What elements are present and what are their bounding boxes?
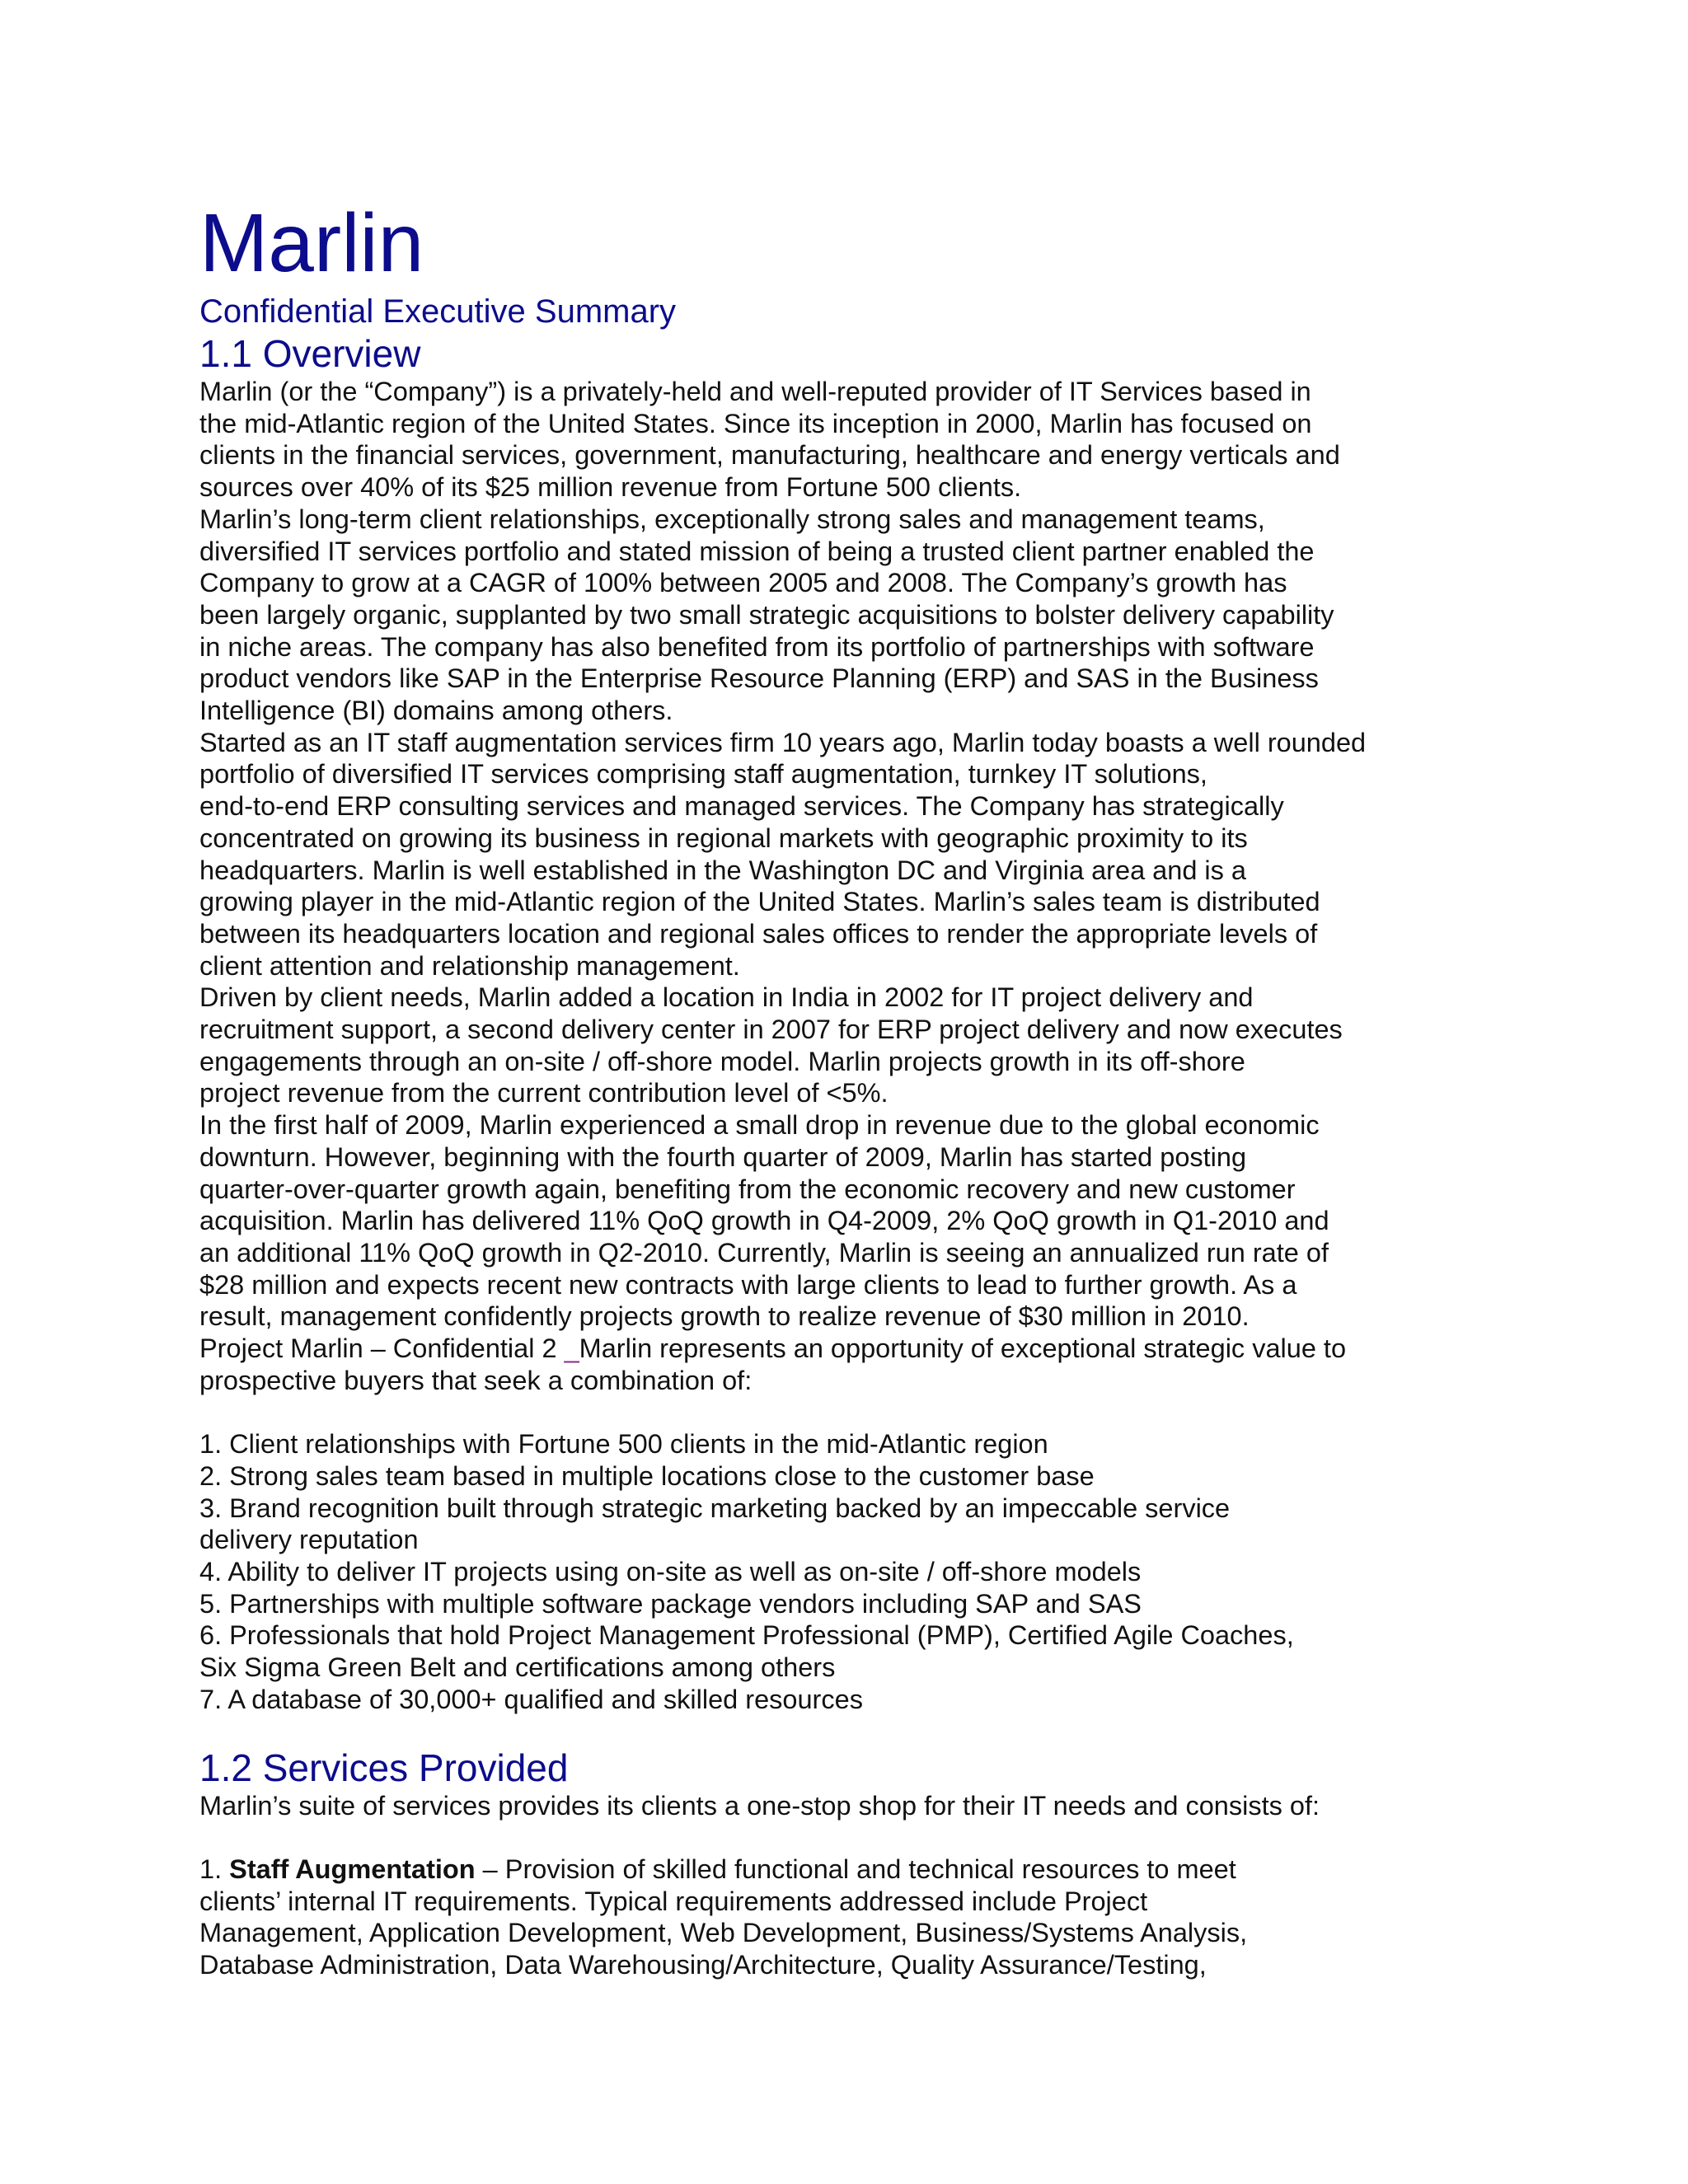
document-content	[199, 194, 1485, 1981]
body-line: headquarters. Marlin is well established in the Washington DC and Virginia area and is a	[199, 855, 1247, 885]
body-line: quarter-over-quarter growth again, benefiting from the economic recovery and new customer	[199, 1174, 1296, 1204]
service-title: Staff Augmentation	[229, 1854, 476, 1884]
overview-body	[199, 376, 1485, 1716]
list-item: 7. A database of 30,000+ qualified and skilled resources	[199, 1684, 863, 1714]
body-line: an additional 11% QoQ growth in Q2-2010. Currently, Marlin is seeing an annualized run rate of	[199, 1237, 1329, 1268]
body-line: Started as an IT staff augmentation services firm 10 years ago, Marlin today boasts a well rounded	[199, 727, 1367, 757]
body-line: engagements through an on-site / off-shore model. Marlin projects growth in its off-shore	[199, 1046, 1245, 1076]
body-line: sources over 40% of its $25 million revenue from Fortune 500 clients.	[199, 472, 1022, 503]
section-heading-overview: 1.1 Overview	[199, 332, 421, 375]
list-item: 1. Client relationships with Fortune 500 clients in the mid-Atlantic region	[199, 1429, 1048, 1460]
section-heading-services: 1.2 Services Provided	[199, 1746, 569, 1789]
body-line: Database Administration, Data Warehousing/Architecture, Quality Assurance/Testing,	[199, 1950, 1207, 1980]
list-item: 3. Brand recognition built through strategic marketing backed by an impeccable service	[199, 1493, 1231, 1523]
body-line: end-to-end ERP consulting services and managed services. The Company has strategically	[199, 791, 1284, 822]
body-line: diversified IT services portfolio and stated mission of being a trusted client partner enabled the	[199, 536, 1315, 566]
body-line: growing player in the mid-Atlantic region of the United States. Marlin’s sales team is distributed	[199, 887, 1320, 917]
body-line: the mid-Atlantic region of the United States. Since its inception in 2000, Marlin has focused on	[199, 408, 1312, 438]
service-number: 1.	[199, 1854, 230, 1884]
body-line: Management, Application Development, Web Development, Business/Systems Analysis,	[199, 1918, 1248, 1948]
list-item: Six Sigma Green Belt and certifications among others	[199, 1652, 836, 1683]
paragraph-spacer	[199, 1821, 1485, 1854]
body-line: portfolio of diversified IT services comprising staff augmentation, turnkey IT solutions,	[199, 759, 1207, 790]
body-line: Company to grow at a CAGR of 100% between 2005 and 2008. The Company’s growth has	[199, 568, 1287, 598]
body-line: downturn. However, beginning with the fourth quarter of 2009, Marlin has started posting	[199, 1141, 1247, 1172]
body-line: Driven by client needs, Marlin added a location in India in 2002 for IT project delivery and	[199, 982, 1254, 1013]
body-line: client attention and relationship management.	[199, 950, 740, 981]
body-line: Marlin (or the “Company”) is a privately-held and well-reputed provider of IT Services based in	[199, 377, 1311, 406]
services-body	[199, 1790, 1485, 1981]
list-item: 6. Professionals that hold Project Management Professional (PMP), Certified Agile Coaches,	[199, 1620, 1294, 1651]
list-item: delivery reputation	[199, 1525, 419, 1555]
service-description: – Provision of skilled functional and technical resources to meet	[475, 1854, 1236, 1884]
document-subtitle: Confidential Executive Summary	[199, 293, 677, 330]
edit-mark: _	[564, 1333, 579, 1364]
list-item: 4. Ability to deliver IT projects using on-site as well as on-site / off-shore models	[199, 1557, 1142, 1586]
body-line: acquisition. Marlin has delivered 11% QoQ growth in Q4-2009, 2% QoQ growth in Q1-2010 and	[199, 1206, 1329, 1236]
paragraph-spacer	[199, 1397, 1485, 1429]
confidential-line	[199, 1333, 1485, 1365]
value-list	[199, 1428, 1485, 1715]
body-line: result, management confidently projects growth to realize revenue of $30 million in 2010.	[199, 1301, 1250, 1332]
body-line: project revenue from the current contribution level of <5%.	[199, 1078, 889, 1108]
body-line: between its headquarters location and regional sales offices to render the appropriate levels of	[199, 918, 1318, 949]
body-line: In the first half of 2009, Marlin experienced a small drop in revenue due to the global economic	[199, 1110, 1320, 1141]
list-item: 5. Partnerships with multiple software package vendors including SAP and SAS	[199, 1588, 1142, 1619]
confidential-prefix: Project Marlin – Confidential 2	[199, 1333, 565, 1364]
confidential-suffix: Marlin represents an opportunity of exceptional strategic value to	[579, 1333, 1347, 1364]
body-line: been largely organic, supplanted by two small strategic acquisitions to bolster delivery capability	[199, 599, 1334, 630]
body-line: clients’ internal IT requirements. Typical requirements addressed include Project	[199, 1886, 1148, 1916]
body-line: concentrated on growing its business in regional markets with geographic proximity to its	[199, 823, 1248, 853]
body-line: prospective buyers that seek a combination of:	[199, 1365, 753, 1395]
body-line: recruitment support, a second delivery center in 2007 for ERP project delivery and now executes	[199, 1015, 1343, 1045]
services-intro: Marlin’s suite of services provides its clients a one-stop shop for their IT needs and consists of:	[199, 1790, 1320, 1821]
body-line: clients in the financial services, government, manufacturing, healthcare and energy verticals and	[199, 440, 1340, 471]
list-item: 2. Strong sales team based in multiple locations close to the customer base	[199, 1460, 1095, 1491]
document-title: Marlin	[199, 197, 424, 289]
body-line: product vendors like SAP in the Enterprise Resource Planning (ERP) and SAS in the Business	[199, 663, 1319, 694]
body-line: $28 million and expects recent new contracts with large clients to lead to further growth. As a	[199, 1269, 1297, 1300]
body-line: Marlin’s long-term client relationships, exceptionally strong sales and management teams,	[199, 504, 1265, 534]
body-line: Intelligence (BI) domains among others.	[199, 696, 673, 726]
body-line: in niche areas. The company has also benefited from its portfolio of partnerships with software	[199, 631, 1315, 662]
service-item-staff-augmentation	[199, 1854, 1485, 1886]
